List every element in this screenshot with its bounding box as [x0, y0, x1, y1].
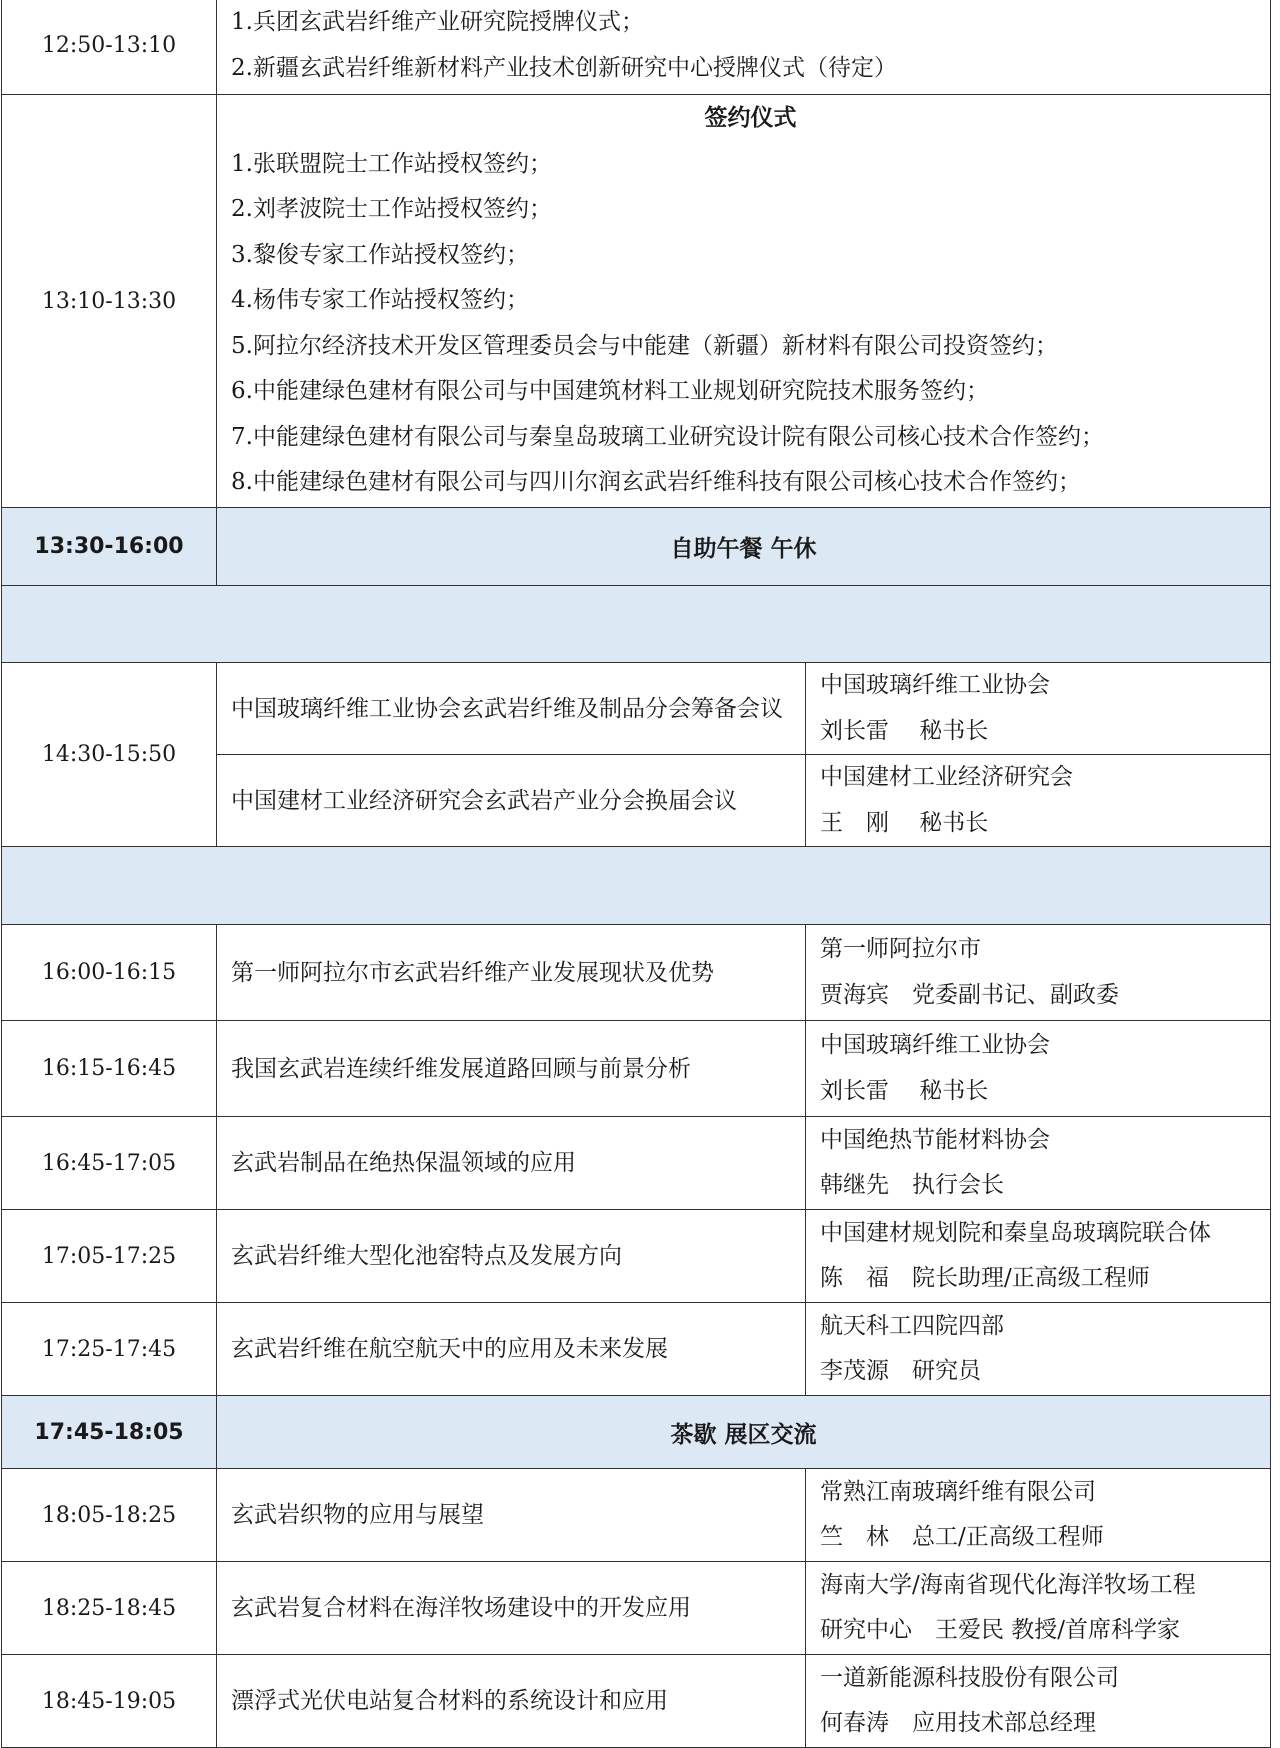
- session-header-row: [2, 847, 1271, 925]
- list-item: 6.中能建绿色建材有限公司与中国建筑材料工业规划研究院技术服务签约；: [231, 378, 989, 405]
- agenda-row: [2, 0, 1271, 95]
- speaker-name: 李茂源 研究员: [820, 1358, 981, 1384]
- speaker-name: 刘长雷 秘书长: [820, 1077, 989, 1104]
- speaker-cell: [806, 1655, 1271, 1748]
- time-cell: 16:15-16:45: [2, 1021, 217, 1117]
- speaker-org: 中国玻璃纤维工业协会: [820, 1032, 1050, 1058]
- time-cell: 18:25-18:45: [2, 1562, 217, 1655]
- time-cell: 13:10-13:30: [2, 95, 217, 508]
- speaker-name: 韩继先 执行会长: [820, 1172, 1004, 1198]
- agenda-row: [2, 1021, 1271, 1117]
- speaker-cell: [806, 1210, 1271, 1303]
- agenda-row: [2, 95, 1271, 508]
- speaker-cell: [806, 755, 1271, 847]
- agenda-table: [1, 0, 1271, 1748]
- speaker-name: 陈 福 院长助理/正高级工程师: [820, 1265, 1150, 1291]
- speaker-org: 中国建材规划院和秦皇岛玻璃院联合体: [820, 1219, 1211, 1246]
- section-title: 签约仪式: [704, 105, 797, 132]
- speaker-org: 一道新能源科技股份有限公司: [820, 1664, 1119, 1691]
- time-cell: 18:45-19:05: [2, 1655, 217, 1748]
- content-cell: [217, 0, 1271, 95]
- time-cell: 16:45-17:05: [2, 1117, 217, 1210]
- list-item: 4.杨伟专家工作站授权签约；: [231, 287, 529, 314]
- speaker-cell: [806, 1562, 1271, 1655]
- speaker-org: 常熟江南玻璃纤维有限公司: [820, 1478, 1096, 1505]
- list-item: 3.黎俊专家工作站授权签约；: [231, 241, 529, 268]
- list-item: 2.新疆玄武岩纤维新材料产业技术创新研究中心授牌仪式（待定）: [231, 54, 897, 81]
- session-header: [2, 847, 1271, 925]
- speaker-org: 中国建材工业经济研究会: [820, 764, 1073, 790]
- list-item: 2.刘孝波院士工作站授权签约；: [231, 196, 552, 223]
- list-item: 5.阿拉尔经济技术开发区管理委员会与中能建（新疆）新材料有限公司投资签约；: [231, 332, 1058, 359]
- speaker-name: 刘长雷 秘书长: [820, 717, 989, 744]
- speaker-name: 竺 林 总工/正高级工程师: [820, 1524, 1104, 1550]
- time-cell: 18:05-18:25: [2, 1469, 217, 1562]
- speaker-cell: [806, 1117, 1271, 1210]
- time-cell: 12:50-13:10: [2, 0, 217, 95]
- speaker-name: 贾海宾 党委副书记、副政委: [820, 981, 1119, 1008]
- agenda-row: [2, 663, 1271, 755]
- agenda-row: [2, 1655, 1271, 1748]
- time-cell: 16:00-16:15: [2, 925, 217, 1021]
- break-row: [2, 1396, 1271, 1469]
- speaker-org: 中国绝热节能材料协会: [820, 1126, 1050, 1153]
- agenda-row: [2, 1562, 1271, 1655]
- speaker-org: 中国玻璃纤维工业协会: [820, 672, 1050, 698]
- list-item: 1.张联盟院士工作站授权签约；: [231, 150, 552, 177]
- topic-cell: 玄武岩复合材料在海洋牧场建设中的开发应用: [217, 1562, 806, 1655]
- speaker-org: 海南大学/海南省现代化海洋牧场工程: [820, 1571, 1196, 1598]
- topic-cell: 玄武岩织物的应用与展望: [217, 1469, 806, 1562]
- agenda-row: [2, 1469, 1271, 1562]
- time-cell: 13:30-16:00: [2, 508, 217, 586]
- session-header: [2, 586, 1271, 663]
- agenda-row: [2, 925, 1271, 1021]
- topic-cell: 中国建材工业经济研究会玄武岩产业分会换届会议: [217, 755, 806, 847]
- topic-cell: 玄武岩纤维大型化池窑特点及发展方向: [217, 1210, 806, 1303]
- session-header-row: [2, 586, 1271, 663]
- list-item: 1.兵团玄武岩纤维产业研究院授牌仪式；: [231, 9, 644, 35]
- topic-cell: 第一师阿拉尔市玄武岩纤维产业发展现状及优势: [217, 925, 806, 1021]
- speaker-name: 王 刚 秘书长: [820, 809, 989, 836]
- agenda-row: [2, 1210, 1271, 1303]
- agenda-row: [2, 1303, 1271, 1396]
- topic-cell: 漂浮式光伏电站复合材料的系统设计和应用: [217, 1655, 806, 1748]
- list-item: 7.中能建绿色建材有限公司与秦皇岛玻璃工业研究设计院有限公司核心技术合作签约；: [231, 423, 1104, 450]
- list-item: 8.中能建绿色建材有限公司与四川尔润玄武岩纤维科技有限公司核心技术合作签约；: [231, 469, 1081, 496]
- break-label: 自助午餐 午休: [217, 508, 1271, 586]
- topic-cell: 玄武岩纤维在航空航天中的应用及未来发展: [217, 1303, 806, 1396]
- speaker-cell: [806, 925, 1271, 1021]
- speaker-org: 航天科工四院四部: [820, 1312, 1004, 1339]
- time-cell: 17:25-17:45: [2, 1303, 217, 1396]
- time-cell: 17:05-17:25: [2, 1210, 217, 1303]
- break-label: 茶歇 展区交流: [217, 1396, 1271, 1469]
- agenda-row: [2, 1117, 1271, 1210]
- topic-cell: 我国玄武岩连续纤维发展道路回顾与前景分析: [217, 1021, 806, 1117]
- break-row: [2, 508, 1271, 586]
- time-cell: 17:45-18:05: [2, 1396, 217, 1469]
- speaker-cell: [806, 1303, 1271, 1396]
- speaker-org: 第一师阿拉尔市: [820, 936, 981, 962]
- speaker-cell: [806, 663, 1271, 755]
- time-cell: 14:30-15:50: [2, 663, 217, 847]
- content-cell: [217, 95, 1271, 508]
- speaker-name: 研究中心 王爱民 教授/首席科学家: [820, 1617, 1181, 1643]
- speaker-cell: [806, 1469, 1271, 1562]
- topic-cell: 中国玻璃纤维工业协会玄武岩纤维及制品分会筹备会议: [217, 663, 806, 755]
- speaker-name: 何春涛 应用技术部总经理: [820, 1710, 1096, 1736]
- topic-cell: 玄武岩制品在绝热保温领域的应用: [217, 1117, 806, 1210]
- speaker-cell: [806, 1021, 1271, 1117]
